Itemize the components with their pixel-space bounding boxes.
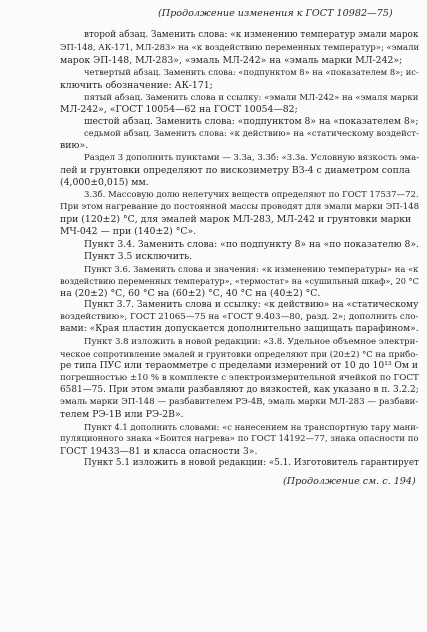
text-line: МЧ-042 — при (140±2) °С». [60, 226, 197, 237]
text-line: Пункт 3.7. Заменить слова и ссылку: «к действию» на «статическому [84, 300, 419, 310]
text-line: МЛ-242», «ГОСТ 10054—62 на ГОСТ 10054—82; [60, 104, 298, 115]
text-line: четвертый абзац. Заменить слова: «подпунктом 8» на «показателем 8»; ис- [84, 67, 419, 77]
text-line: Пункт 3.6. Заменить слова и значения: «к изменению температуры» на «к [84, 264, 419, 274]
text-line: второй абзац. Заменить слова: «к изменению температур эмали марок [84, 30, 419, 40]
text-line: шестой абзац. Заменить слова: «подпунктом 8» на «показателем 8»; [84, 116, 419, 127]
text-line: при (120±2) °С, для эмалей марок МЛ-283, МЛ-242 и грунтовки марки [60, 214, 412, 225]
text-line: марок ЭП-148, МЛ-283», «эмаль МЛ-242» на «эмаль марки МЛ-242»; [60, 55, 403, 66]
text-line: эмаль марки ЭП-148 — разбавителем РЭ-4В, эмаль марки МЛ-283 — разбави- [60, 397, 419, 407]
text-line: телем РЭ-1В или РЭ-2В». [60, 409, 184, 420]
text-line: седьмой абзац. Заменить слова: «к действию» на «статическому воздейст- [84, 128, 419, 138]
text-line: Пункт 4.1 дополнить словами: «с нанесением на транспортную тару мани- [84, 422, 419, 432]
text-line: ЭП-148, АК-171, МЛ-283» на «к воздействию переменных температур»; «эмали [60, 42, 420, 52]
text-line: ГОСТ 19433—81 и класса опасности 3». [60, 446, 258, 457]
text-line: ре типа ПУС или тераомметре с пределами измерений от 10 до 10¹³ Ом и [60, 361, 418, 371]
text-line: вию». [60, 140, 89, 151]
text-line: воздействию переменных температур», «термостат» на «сушильный шкаф», 20 °С [60, 276, 419, 286]
text-line: ключить обозначение: АК-171; [60, 80, 213, 91]
text-line: пуляционного знака «Боится нагрева» по ГОСТ 14192—77, знака опасности по [60, 434, 419, 444]
text-line: При этом нагревание до постоянной массы проводят для эмали марки ЭП-148 [60, 202, 420, 212]
text-line: Пункт 3.5 исключить. [84, 251, 193, 262]
text-line: Пункт 3.8 изложить в новой редакции: «3.8. Удельное объемное электри- [84, 337, 419, 347]
continuation-note: (Продолжение см. с. 194) [283, 476, 416, 487]
text-line: вами: «Края пластин допускается дополнительно защищать парафином». [60, 324, 419, 334]
text-line: Раздел 3 дополнить пунктами — 3.3а, 3.3б: «3.3а. Условную вязкость эма- [84, 153, 420, 163]
text-line: Пункт 5.1 изложить в новой редакции: «5.1. Изготовитель гарантирует [84, 458, 419, 468]
text-line: воздействию», ГОСТ 21065—75 на «ГОСТ 9.403—80, разд. 2»; дополнить сло- [60, 312, 419, 322]
text-line: пятый абзац. Заменить слова и ссылку: «эмали МЛ-242» на «эмаля марки [84, 92, 419, 102]
text-line: погрешностью ±10 % в комплекте с электроизмерительной ячейкой по ГОСТ [60, 373, 419, 383]
text-line: 6581—75. При этом эмали разбавляют до вязкостей, как указано в п. 3.2.2; [60, 385, 419, 395]
running-header: (Продолжение изменения к ГОСТ 10982—75) [158, 8, 393, 19]
text-line: (4,000±0,015) мм. [60, 177, 149, 188]
text-line: на (20±2) °С, 60 °С на (60±2) °С, 40 °С на (40±2) °С. [60, 288, 321, 299]
text-line: Пункт 3.4. Заменить слова: «по подпункту 8» на «по показателю 8». [84, 239, 419, 250]
text-line: ческое сопротивление эмалей и грунтовки определяют при (20±2) °С на прибо- [60, 349, 419, 359]
text-line: 3.3б. Массовую долю нелетучих веществ определяют по ГОСТ 17537—72. [84, 190, 419, 200]
text-line: лей и грунтовки определяют по вискозиметру ВЗ-4 с диаметром сопла [60, 165, 411, 176]
